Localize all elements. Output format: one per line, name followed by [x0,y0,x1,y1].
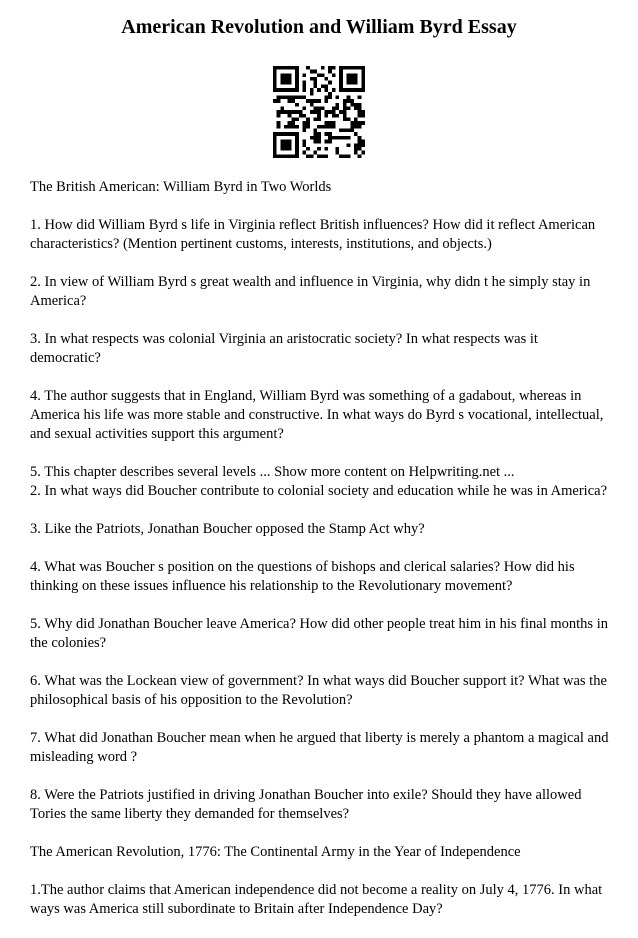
question-paragraph: 4. The author suggests that in England, William Byrd was something of a gadabout, whereas in America his life was more stable and constructive. In what ways do Byrd s vocational, intellectual, and sexual activities support this argument? [30,388,604,442]
question-paragraph: 3. Like the Patriots, Jonathan Boucher opposed the Stamp Act why? [30,521,425,537]
question-paragraph: 6. What was the Lockean view of government? In what ways did Boucher support it? What was the philosophical basis of his opposition to the Revolution? [30,673,607,708]
qr-code-icon [273,66,365,158]
show-more-line: 5. This chapter describes several levels ... Show more content on Helpwriting.net ... [30,464,515,480]
question-paragraph: 4. What was Boucher s position on the questions of bishops and clerical salaries? How did his thinking on these issues influence his relationship to the Revolutionary movement? [30,559,575,594]
section-heading-byrd: The British American: William Byrd in Two Worlds [30,179,332,195]
question-paragraph: 7. What did Jonathan Boucher mean when he argued that liberty is merely a phantom a magical and misleading word ? [30,730,609,765]
question-paragraph: 2. In what ways did Boucher contribute to colonial society and education while he was in America? [30,483,608,499]
document-title: American Revolution and William Byrd Essay [121,16,517,38]
section-heading-revolution: The American Revolution, 1776: The Continental Army in the Year of Independence [30,844,521,860]
question-paragraph: 1.The author claims that American independence did not become a reality on July 4, 1776. In what ways was America still subordinate to Britain after Independence Day? [30,882,603,917]
question-paragraph: 1. How did William Byrd s life in Virginia reflect British influences? How did it reflect American characteristics? (Mention pertinent customs, interests, institutions, and objects.) [30,217,596,252]
question-paragraph: 2. In view of William Byrd s great wealth and influence in Virginia, why didn t he simply stay in America? [30,274,591,309]
question-paragraph: 8. Were the Patriots justified in driving Jonathan Boucher into exile? Should they have allowed Tories the same liberty they demanded for themselves? [30,787,582,822]
question-paragraph: 3. In what respects was colonial Virginia an aristocratic society? In what respects was it democratic? [30,331,538,366]
question-paragraph: 5. Why did Jonathan Boucher leave America? How did other people treat him in his final months in the colonies? [30,616,608,651]
document-body [30,178,610,938]
